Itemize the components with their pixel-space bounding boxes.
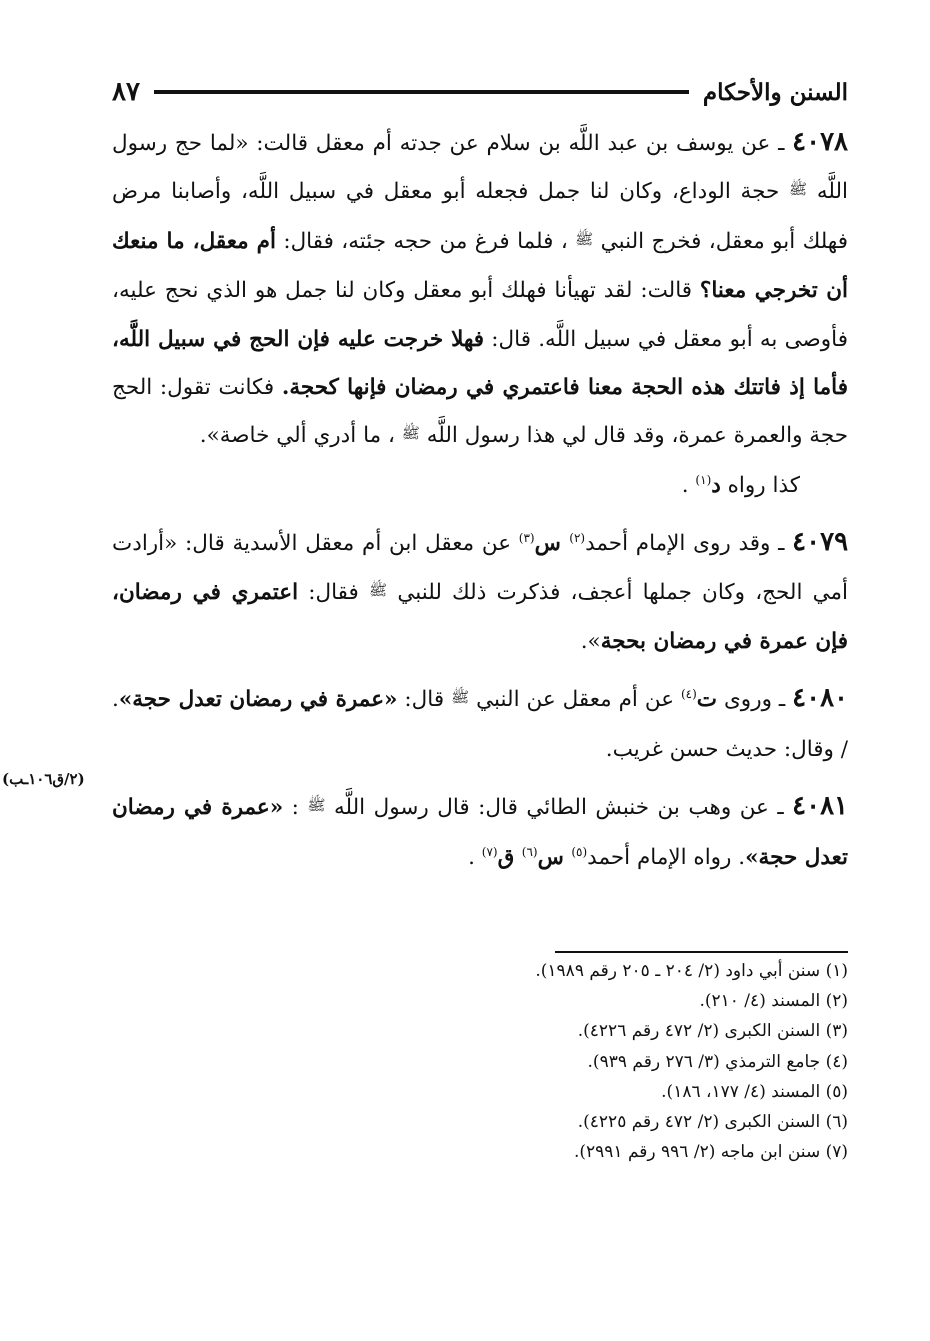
hadith-number: ٤٠٧٩ <box>792 527 849 558</box>
footnote: (٥) المسند (٤/ ١٧٧، ١٨٦). <box>661 1081 848 1102</box>
hadith-number: ٤٠٨١ <box>792 791 849 822</box>
hadith-text: قالت: لقد تهيأنا فهلك أبو معقل وكان لنا جمل هو الذي نحج عليه، فأوصى به أبو معقل في سبيل اللَّه. قال: <box>112 278 849 352</box>
hadith-4078 <box>112 118 848 510</box>
hadith-dash: ـ <box>771 687 793 713</box>
attribution-text: . <box>681 472 696 498</box>
hadith-text: . رواه الإمام أحمد <box>587 844 746 870</box>
footnote-ref: (٣) <box>518 531 535 546</box>
hadith-dash: ـ <box>768 795 793 821</box>
main-text <box>112 118 848 882</box>
hadith-text: عن وهب بن خنبش الطائي قال: قال رسول اللَّه <box>325 795 769 821</box>
prophetic-speech: أم معقل، ما منعك أن تخرجي معنا؟ <box>112 228 848 304</box>
source-symbol: س <box>537 844 572 870</box>
footnote-ref: (٧) <box>481 844 498 859</box>
salutation-glyph: ﷺ <box>369 580 388 599</box>
hadith-text: فكانت تقول: الحج حجة والعمرة عمرة، وقد قال لي هذا رسول اللَّه <box>112 375 848 449</box>
hadith-4081 <box>112 782 848 882</box>
hadith-text: ، فلما فرغ من حجه جئته، فقال: <box>275 228 576 254</box>
footnote-ref: (٥) <box>571 844 588 859</box>
prophetic-speech: اعتمري في رمضان، فإن عمرة في رمضان بحجة <box>112 579 848 655</box>
hadith-text: : <box>283 795 308 821</box>
footnotes <box>300 956 848 1167</box>
hadith-text: عن معقل ابن أم معقل الأسدية قال: «أرادت أمي الحج، وكان جملها أعجف، فذكرت ذلك للنبي <box>112 531 848 605</box>
footnote: (١) سنن أبي داود (٢/ ٢٠٤ ـ ٢٠٥ رقم ١٩٨٩). <box>535 961 848 981</box>
footnote: (٦) السنن الكبرى (٢/ ٤٧٢ رقم ٤٢٢٥). <box>577 1112 848 1133</box>
hadith-text: عن يوسف بن عبد اللَّه بن سلام عن جدته أم معقل قالت: «لما حج رسول اللَّه <box>112 131 848 205</box>
page-number: ٨٧ <box>112 77 140 107</box>
hadith-text: وقد روى الإمام أحمد <box>585 531 771 557</box>
hadith-number: ٤٠٧٨ <box>792 127 848 157</box>
salutation-glyph: ﷺ <box>307 796 326 815</box>
source-attribution <box>682 473 848 498</box>
footnote-separator <box>555 951 848 953</box>
hadith-text: عن أم معقل عن النبي <box>469 687 681 713</box>
hadith-text: ، ما أدري ألي خاصة». <box>199 423 402 449</box>
prophetic-speech: «عمرة في رمضان تعدل حجة» <box>118 687 398 713</box>
footnote-ref: (١) <box>695 472 712 487</box>
hadith-text: فقال: <box>298 579 370 605</box>
prophetic-speech: «عمرة في رمضان تعدل حجة» <box>112 795 848 870</box>
manuscript-folio-note: (٢/ق١٠٦ـب) <box>2 770 85 788</box>
footnote: (٣) السنن الكبرى (٢/ ٤٧٢ رقم ٤٢٢٦). <box>577 1021 848 1042</box>
running-title: السنن والأحكام <box>702 78 848 106</box>
hadith-text: ». <box>580 629 601 655</box>
source-symbol: ق <box>497 844 522 870</box>
source-symbol: ت <box>696 687 718 713</box>
footnote: (٤) جامع الترمذي (٣/ ٢٧٦ رقم ٩٣٩). <box>587 1051 848 1072</box>
page-header <box>112 72 848 112</box>
hadith-text: وروى <box>717 687 772 713</box>
hadith-number: ٤٠٨٠ <box>792 683 848 714</box>
source-symbol: س <box>534 531 570 557</box>
salutation-glyph: ﷺ <box>401 424 420 443</box>
footnote-ref: (٤) <box>680 687 697 702</box>
hadith-text: . / وقال: حديث حسن غريب. <box>112 687 848 762</box>
hadith-text: . <box>468 844 482 870</box>
footnote: (٢) المسند (٤/ ٢١٠). <box>699 991 848 1012</box>
footnote-ref: (٦) <box>521 844 538 859</box>
header-rule <box>154 90 689 94</box>
hadith-text: حجة الوداع، وكان لنا جمل فجعله أبو معقل في سبيل اللَّه، وأصابنا مرض فهلك أبو معقل، فخرج النبي <box>112 179 848 254</box>
footnote: (٧) سنن ابن ماجه (٢/ ٩٩٦ رقم ٢٩٩١). <box>573 1142 848 1163</box>
salutation-glyph: ﷺ <box>788 180 808 199</box>
salutation-glyph: ﷺ <box>451 688 470 707</box>
hadith-4079 <box>112 518 848 666</box>
hadith-text: قال: <box>397 687 452 713</box>
attribution-text: كذا رواه <box>720 472 800 498</box>
hadith-dash: ـ <box>770 131 793 156</box>
source-symbol: د <box>711 472 721 498</box>
hadith-dash: ـ <box>770 531 793 557</box>
hadith-4080 <box>112 674 848 774</box>
prophetic-speech: فهلا خرجت عليه فإن الحج في سبيل اللَّه، فأما إذ فاتتك هذه الحجة معنا فاعتمري في رمضان فإنها كحجة. <box>112 326 848 401</box>
salutation-glyph: ﷺ <box>575 229 594 248</box>
footnote-ref: (٢) <box>569 531 586 546</box>
